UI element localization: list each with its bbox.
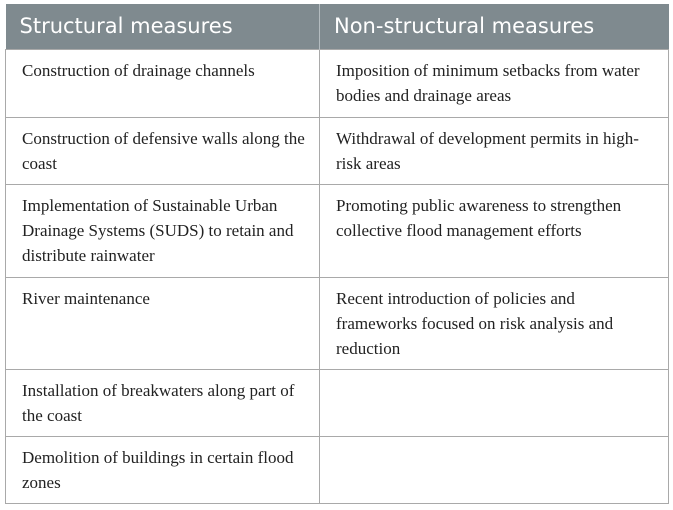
- structural-cell: Construction of defensive walls along the coast: [6, 117, 320, 184]
- structural-cell: Demolition of buildings in certain flood zones: [6, 436, 320, 503]
- table-row: [6, 436, 669, 503]
- table-row: [6, 184, 669, 277]
- non-structural-cell: [320, 369, 669, 436]
- structural-cell: Implementation of Sustainable Urban Drainage Systems (SUDS) to retain and distribute rainwater: [6, 184, 320, 277]
- non-structural-cell: Imposition of minimum setbacks from water bodies and drainage areas: [320, 49, 669, 117]
- table-row: [6, 49, 669, 117]
- structural-cell: Construction of drainage channels: [6, 49, 320, 117]
- table-row: [6, 277, 669, 369]
- table-row: [6, 369, 669, 436]
- structural-cell: River maintenance: [6, 277, 320, 369]
- header-structural: Structural measures: [6, 4, 320, 49]
- table-row: [6, 117, 669, 184]
- non-structural-cell: [320, 436, 669, 503]
- non-structural-cell: Withdrawal of development permits in high-risk areas: [320, 117, 669, 184]
- header-row: [6, 4, 669, 49]
- non-structural-cell: Recent introduction of policies and frameworks focused on risk analysis and reduction: [320, 277, 669, 369]
- header-non-structural: Non-structural measures: [320, 4, 669, 49]
- measures-table: [5, 4, 669, 504]
- non-structural-cell: Promoting public awareness to strengthen collective flood management efforts: [320, 184, 669, 277]
- structural-cell: Installation of breakwaters along part of the coast: [6, 369, 320, 436]
